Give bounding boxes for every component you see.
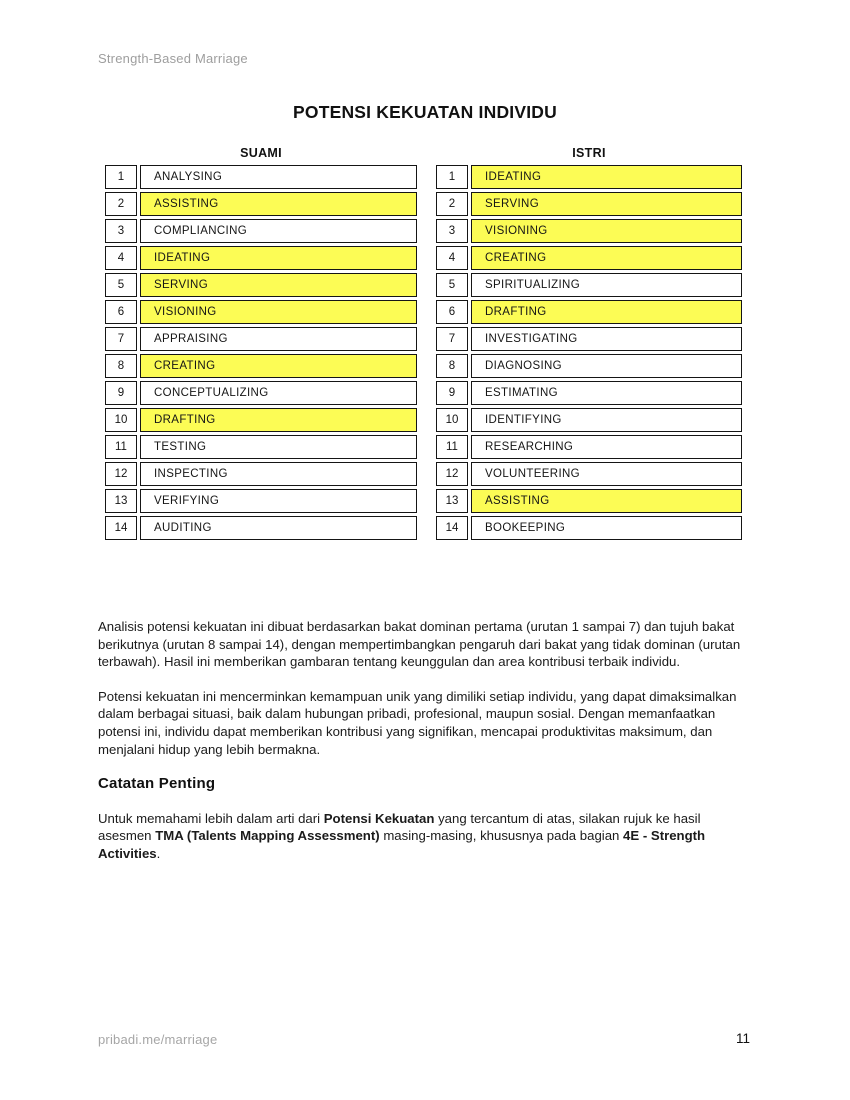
important-note-paragraph: Untuk memahami lebih dalam arti dari Potensi Kekuatan yang tercantum di atas, silakan rujuk ke hasil asesmen TMA (Talents Mapping Assessment) masing-masing, khususnya pada bagian 4E - Strength Activities. (98, 810, 706, 861)
table-row (436, 435, 742, 459)
table-row (436, 489, 742, 513)
rank-number-cell: 3 (436, 219, 468, 243)
rank-number-cell: 4 (105, 246, 137, 270)
talent-cell: COMPLIANCING (140, 219, 417, 243)
rank-number-cell: 14 (105, 516, 137, 540)
table-row (105, 192, 417, 216)
page-number: 11 (735, 1031, 750, 1046)
rank-number-cell: 14 (436, 516, 468, 540)
rank-number-cell: 3 (105, 219, 137, 243)
page-title: POTENSI KEKUATAN INDIVIDU (293, 102, 557, 122)
rank-number-cell: 9 (105, 381, 137, 405)
analysis-paragraph-1: Analisis potensi kekuatan ini dibuat berdasarkan bakat dominan pertama (urutan 1 sampai 7) dan tujuh bakat berikutnya (urutan 8 sampai 14), dengan mempertimbangkan pengaruh dari bakat yang tidak dominan (urutan terbawah). Hasil ini memberikan gambaran tentang keunggulan dan area kontribusi terbaik individu. (98, 619, 741, 670)
rank-number-cell: 10 (436, 408, 468, 432)
talent-cell: DIAGNOSING (471, 354, 742, 378)
talent-cell: INSPECTING (140, 462, 417, 486)
rank-number-cell: 1 (436, 165, 468, 189)
rank-number-cell: 1 (105, 165, 137, 189)
rank-number-cell: 4 (436, 246, 468, 270)
table-row (105, 435, 417, 459)
table-row (436, 192, 742, 216)
talent-cell: ANALYSING (140, 165, 417, 189)
rank-number-cell: 11 (105, 435, 137, 459)
talent-cell-highlighted: CREATING (471, 246, 742, 270)
table-row (105, 462, 417, 486)
talent-cell: ESTIMATING (471, 381, 742, 405)
rank-number-cell: 5 (105, 273, 137, 297)
talent-cell: SPIRITUALIZING (471, 273, 742, 297)
talent-cell-highlighted: DRAFTING (140, 408, 417, 432)
table-row (105, 354, 417, 378)
talent-tables-container (102, 146, 745, 543)
istri-table-label: ISTRI (572, 146, 606, 160)
table-row (105, 489, 417, 513)
table-row (436, 165, 742, 189)
suami-column (102, 146, 420, 543)
istri-column (433, 146, 745, 543)
table-row (105, 381, 417, 405)
table-row (436, 327, 742, 351)
body-text-block (98, 618, 756, 880)
table-row (105, 327, 417, 351)
rank-number-cell: 11 (436, 435, 468, 459)
table-row (436, 300, 742, 324)
talent-cell-highlighted: CREATING (140, 354, 417, 378)
rank-number-cell: 7 (436, 327, 468, 351)
table-row (105, 165, 417, 189)
table-row (105, 300, 417, 324)
table-row (436, 219, 742, 243)
table-row (105, 408, 417, 432)
talent-cell: INVESTIGATING (471, 327, 742, 351)
rank-number-cell: 8 (436, 354, 468, 378)
rank-number-cell: 6 (105, 300, 137, 324)
talent-cell: BOOKEEPING (471, 516, 742, 540)
table-row (436, 408, 742, 432)
talent-cell: RESEARCHING (471, 435, 742, 459)
footer-link: pribadi.me/marriage (98, 1032, 218, 1047)
table-row (436, 381, 742, 405)
rank-number-cell: 2 (436, 192, 468, 216)
table-row (105, 273, 417, 297)
rank-number-cell: 5 (436, 273, 468, 297)
talent-cell: VOLUNTEERING (471, 462, 742, 486)
talent-cell-highlighted: VISIONING (140, 300, 417, 324)
table-row (436, 273, 742, 297)
rank-number-cell: 8 (105, 354, 137, 378)
table-row (436, 354, 742, 378)
rank-number-cell: 12 (105, 462, 137, 486)
rank-number-cell: 13 (105, 489, 137, 513)
talent-cell: CONCEPTUALIZING (140, 381, 417, 405)
table-row (105, 246, 417, 270)
analysis-paragraph-2: Potensi kekuatan ini mencerminkan kemampuan unik yang dimiliki setiap individu, yang dapat dimaksimalkan dalam berbagai situasi, baik dalam hubungan pribadi, profesional, maupun sosial. Dengan memanfaatkan potensi ini, individu dapat memberikan kontribusi yang signifikan, mencapai produktivitas maksimum, dan menjalani hidup yang lebih bermakna. (98, 688, 737, 757)
rank-number-cell: 12 (436, 462, 468, 486)
important-note-heading: Catatan Penting (98, 775, 216, 793)
table-row (105, 516, 417, 540)
talent-cell: IDENTIFYING (471, 408, 742, 432)
istri-talent-table (433, 162, 745, 543)
table-row (436, 462, 742, 486)
talent-cell: VERIFYING (140, 489, 417, 513)
table-row (436, 516, 742, 540)
rank-number-cell: 6 (436, 300, 468, 324)
rank-number-cell: 2 (105, 192, 137, 216)
talent-cell-highlighted: ASSISTING (140, 192, 417, 216)
talent-cell: TESTING (140, 435, 417, 459)
rank-number-cell: 9 (436, 381, 468, 405)
talent-cell-highlighted: ASSISTING (471, 489, 742, 513)
rank-number-cell: 7 (105, 327, 137, 351)
document-header-label: Strength-Based Marriage (98, 51, 248, 66)
table-row (105, 219, 417, 243)
suami-talent-table (102, 162, 420, 543)
talent-cell-highlighted: VISIONING (471, 219, 742, 243)
talent-cell-highlighted: DRAFTING (471, 300, 742, 324)
talent-cell-highlighted: SERVING (471, 192, 742, 216)
rank-number-cell: 13 (436, 489, 468, 513)
suami-table-label: SUAMI (240, 146, 282, 160)
talent-cell-highlighted: IDEATING (140, 246, 417, 270)
talent-cell: AUDITING (140, 516, 417, 540)
talent-cell: APPRAISING (140, 327, 417, 351)
talent-cell-highlighted: IDEATING (471, 165, 742, 189)
rank-number-cell: 10 (105, 408, 137, 432)
talent-cell-highlighted: SERVING (140, 273, 417, 297)
table-row (436, 246, 742, 270)
